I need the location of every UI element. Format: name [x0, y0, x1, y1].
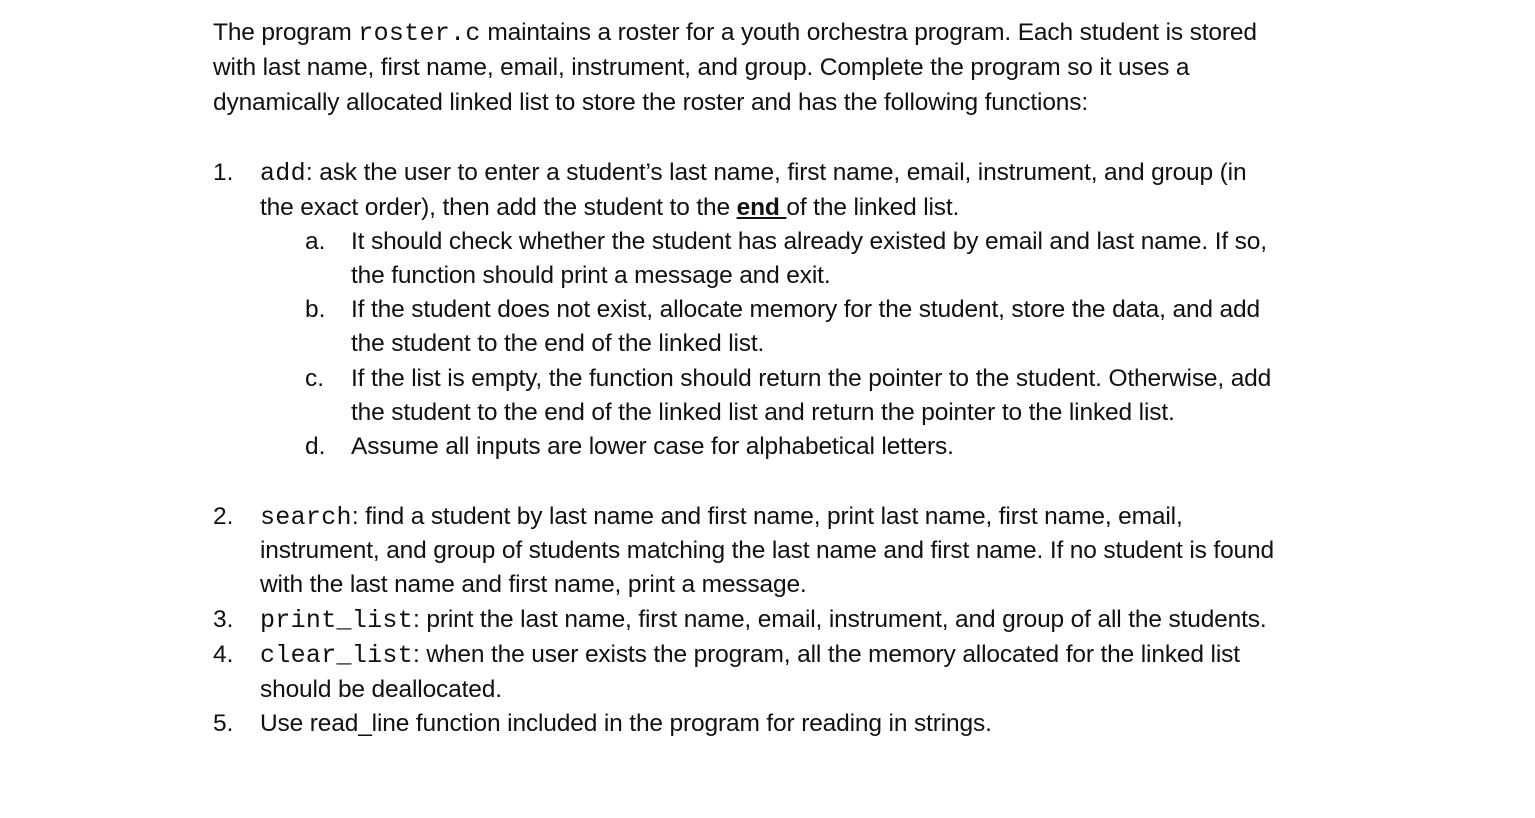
subitem-letter: b. [305, 296, 326, 323]
code-search: search [260, 503, 352, 532]
intro-line-2: with last name, first name, email, instrument, and group. Complete the program so it uses a [213, 54, 1190, 81]
subitem-c-line-1: If the list is empty, the function should return the pointer to the student. Otherwise, add [351, 365, 1272, 392]
item-1-line-2 [260, 196, 959, 221]
item-number: 1. [213, 159, 234, 186]
item-number: 2. [213, 503, 234, 530]
subitem-b-line-1: If the student does not exist, allocate memory for the student, store the data, and add [351, 296, 1260, 323]
code-add: add [260, 159, 306, 188]
subitem-d-line-1: Assume all inputs are lower case for alphabetical letters. [351, 433, 954, 460]
item-2-line-3: with the last name and first name, print a message. [260, 571, 807, 598]
code-roster-c: roster.c [358, 19, 481, 48]
item-2-line-1 [260, 505, 1183, 530]
subitem-c-line-2: the student to the end of the linked list and return the pointer to the linked list. [351, 399, 1175, 426]
item-1-line-1 [260, 161, 1246, 186]
intro-line-1 [213, 21, 1257, 46]
code-clear-list: clear_list [260, 641, 414, 670]
item-text: : when the user exists the program, all the memory allocated for the linked list [413, 641, 1240, 668]
item-text: : ask the user to enter a student’s last name, first name, email, instrument, and group (in [305, 159, 1247, 186]
intro-text: The program [213, 19, 359, 46]
subitem-a-line-2: the function should print a message and exit. [351, 262, 831, 289]
item-number: 5. [213, 710, 234, 737]
item-text: of the linked list. [786, 194, 960, 221]
item-number: 4. [213, 641, 234, 668]
subitem-b-line-2: the student to the end of the linked list. [351, 330, 765, 357]
code-print-list: print_list [260, 606, 414, 635]
intro-line-3: dynamically allocated linked list to store the roster and has the following functions: [213, 89, 1089, 116]
item-5-line-1: Use read_line function included in the program for reading in strings. [260, 710, 992, 737]
subitem-a-line-1: It should check whether the student has already existed by email and last name. If so, [351, 228, 1267, 255]
item-text: : find a student by last name and first name, print last name, first name, email, [351, 503, 1183, 530]
emphasis-end: end [736, 194, 787, 221]
item-2-line-2: instrument, and group of students matching the last name and first name. If no student is found [260, 537, 1274, 564]
subitem-letter: d. [305, 433, 326, 460]
subitem-letter: c. [305, 365, 325, 392]
item-text: : print the last name, first name, email, instrument, and group of all the students. [413, 606, 1267, 633]
item-4-line-2: should be deallocated. [260, 676, 502, 703]
item-4-line-1 [260, 643, 1240, 668]
intro-text: maintains a roster for a youth orchestra program. Each student is stored [480, 19, 1257, 46]
item-number: 3. [213, 606, 234, 633]
item-text: the exact order), then add the student to the [260, 194, 737, 221]
item-3-line-1 [260, 608, 1267, 633]
subitem-letter: a. [305, 228, 326, 255]
